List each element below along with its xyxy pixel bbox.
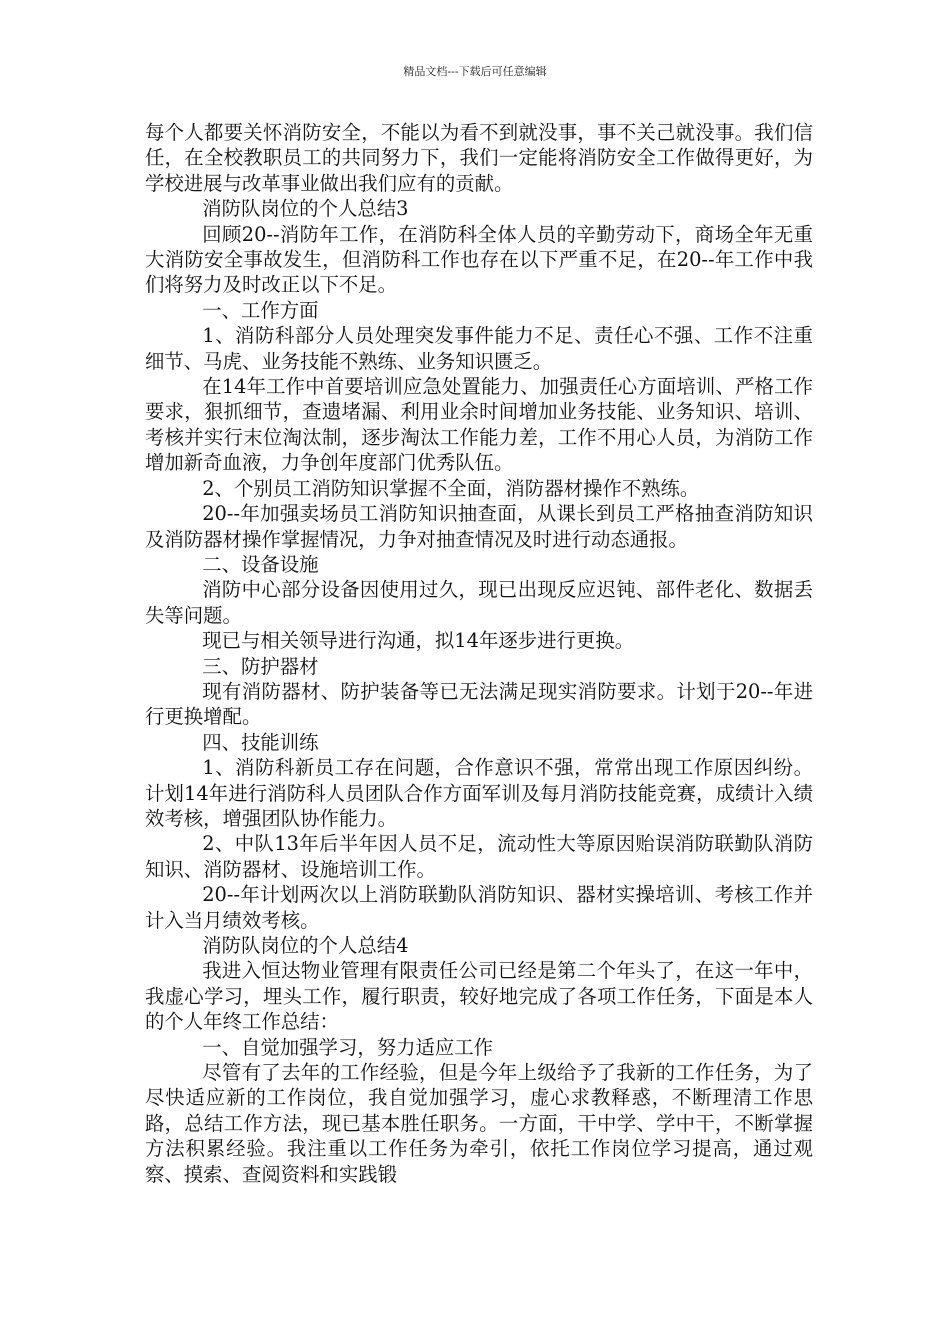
page-header: 精品文档---下载后可任意编辑 [403, 65, 547, 78]
paragraph: 回顾20--消防年工作，在消防科全体人员的辛勤劳动下，商场全年无重大消防安全事故发生，但消防科工作也存在以下严重不足，在20--年工作中我们将努力及时改正以下不足。 [145, 222, 813, 297]
paragraph: 20--年计划两次以上消防联勤队消防知识、器材实操培训、考核工作并计入当月绩效考核。 [145, 883, 813, 932]
section-heading: 三、防护器材 [202, 654, 319, 678]
paragraph: 在14年工作中首要培训应急处置能力、加强责任心方面培训、严格工作要求，狠抓细节，查遗堵漏、利用业余时间增加业务技能、业务知识、培训、考核并实行末位淘汰制，逐步淘汰工作能力差，工作不用心人员，为消防工作增加新奇血液，力争创年度部门优秀队伍。 [145, 375, 813, 475]
paragraph: 现已与相关领导进行沟通，拟14年逐步进行更换。 [202, 629, 635, 653]
section-heading: 一、工作方面 [202, 298, 319, 322]
paragraph: 现有消防器材、防护装备等已无法满足现实消防要求。计划于20--年进行更换增配。 [145, 679, 813, 729]
paragraph: 1、消防科部分人员处理突发事件能力不足、责任心不强、工作不注重细节、马虎、业务技能不熟练、业务知识匮乏。 [145, 324, 813, 373]
section-title: 消防队岗位的个人总结3 [202, 197, 409, 221]
paragraph: 尽管有了去年的工作经验，但是今年上级给予了我新的工作任务，为了尽快适应新的工作岗位，我自觉加强学习，虚心求教释惑，不断理清工作思路，总结工作方法，现已基本胜任职务。一方面，干中学、学中干，不断掌握方法积累经验。我注重以工作任务为牵引，依托工作岗位学习提高，通过观察、摸索、查阅资料和实践锻 [145, 1061, 813, 1186]
paragraph: 我进入恒达物业管理有限责任公司已经是第二个年头了，在这一年中，我虚心学习，埋头工作，履行职责，较好地完成了各项工作任务，下面是本人的个人年终工作总结： [145, 959, 813, 1034]
section-heading: 四、技能训练 [202, 730, 319, 754]
paragraph: 每个人都要关怀消防安全，不能以为看不到就没事，事不关己就没事。我们信任，在全校教职员工的共同努力下，我们一定能将消防安全工作做得更好，为学校进展与改革事业做出我们应有的贡献。 [145, 121, 813, 195]
section-heading: 二、设备设施 [202, 552, 319, 576]
paragraph: 2、中队13年后半年因人员不足，流动性大等原因贻误消防联勤队消防知识、消防器材、设施培训工作。 [145, 832, 813, 881]
section-heading: 一、自觉加强学习，努力适应工作 [202, 1035, 494, 1059]
paragraph: 消防中心部分设备因使用过久，现已出现反应迟钝、部件老化、数据丢失等问题。 [145, 578, 813, 627]
paragraph: 20--年加强卖场员工消防知识抽查面，从课长到员工严格抽查消防知识及消防器材操作掌握情况，力争对抽查情况及时进行动态通报。 [145, 502, 813, 551]
paragraph: 2、个别员工消防知识掌握不全面，消防器材操作不熟练。 [202, 476, 700, 500]
paragraph: 1、消防科新员工存在问题，合作意识不强，常常出现工作原因纠纷。计划14年进行消防科人员团队合作方面军训及每月消防技能竞赛，成绩计入绩效考核，增强团队协作能力。 [145, 756, 813, 830]
section-title: 消防队岗位的个人总结4 [202, 934, 409, 957]
document-body [145, 120, 813, 1187]
